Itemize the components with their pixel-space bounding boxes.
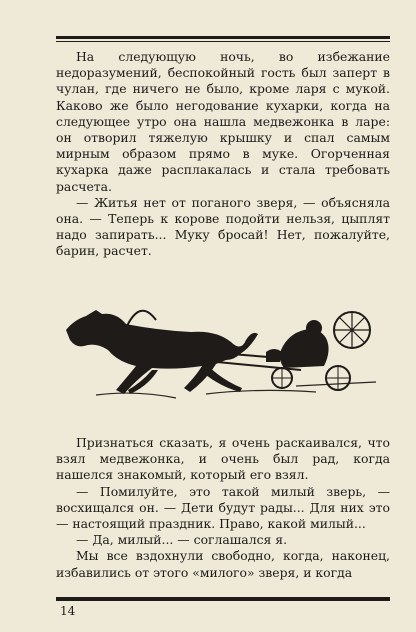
- paragraph: — Да, милый... — соглашался я.: [76, 532, 288, 548]
- top-rule: [56, 36, 390, 42]
- paragraph: — Житья нет от поганого зверя, — объясняла она. — Теперь к корове подойти нельзя, цыплят надо запирать... Муку бросай! Нет, пожалуйте, барин, расчет.: [56, 194, 390, 259]
- paragraph: Мы все вздохнули свободно, когда, наконец, избавились от этого «милого» зверя, и когда: [56, 548, 390, 580]
- cart-silhouette: [266, 320, 329, 368]
- horse-silhouette: [66, 310, 258, 394]
- page-number: 14: [60, 604, 76, 618]
- troika-illustration: [56, 290, 390, 410]
- paragraph: — Помилуйте, это такой милый зверь, — восхищался он. — Дети будут рады... Для них это — настоящий праздник. Право, какой милый...: [56, 483, 390, 532]
- bottom-text-block: [56, 435, 390, 581]
- paragraph: На следующую ночь, во избежание недоразумений, беспокойный гость был заперт в чулан, где ничего не было, кроме ларя с мукой. Каково же было негодование кухарки, когда на следующее утро она нашла медвежонка в ларе: он отворил тяжелую крышку и спал самым мирным образом прямо в муке. Огорченная кухарка даже расплакалась и стала требовать расчета.: [56, 49, 390, 194]
- top-text-block: [56, 49, 390, 260]
- paragraph: Признаться сказать, я очень раскаивался, что взял медвежонка, и очень был рад, когда нашелся знакомый, который его взял.: [56, 435, 390, 483]
- bottom-rule: [56, 595, 390, 601]
